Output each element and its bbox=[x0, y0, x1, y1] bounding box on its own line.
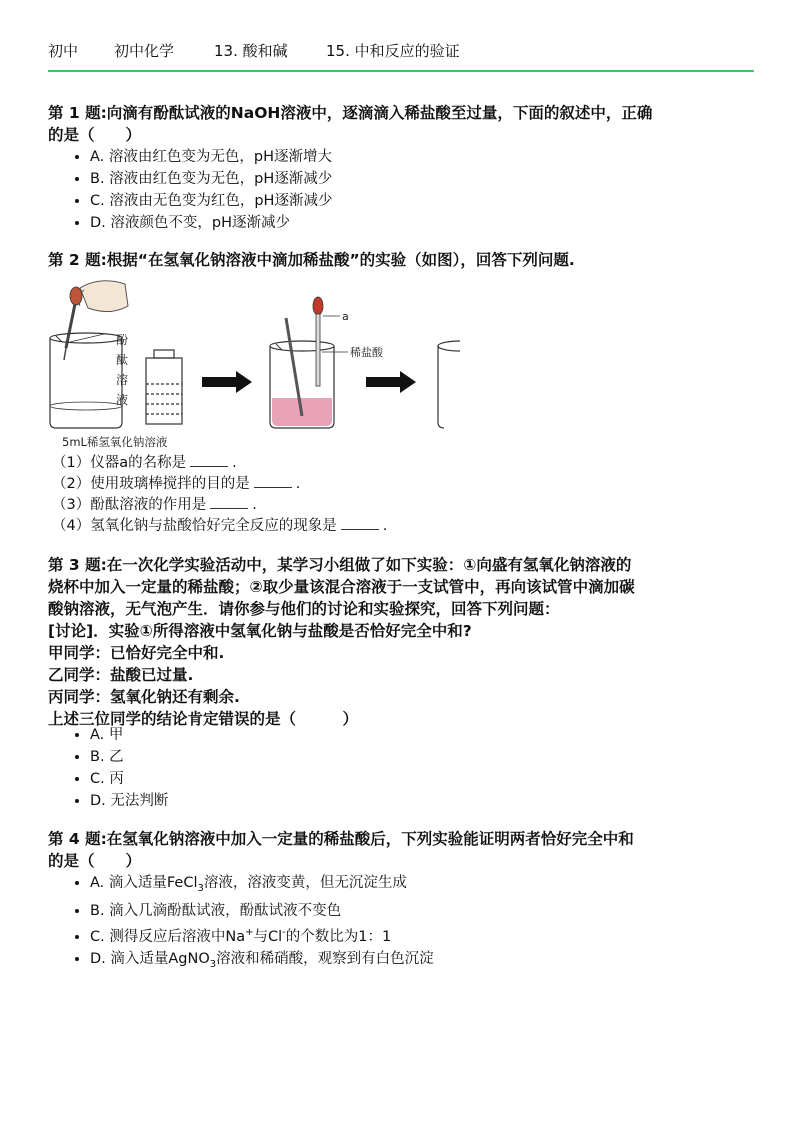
option-b[interactable]: • B. 溶液由红色变为无色，pH逐渐减少 bbox=[90, 168, 332, 190]
experiment-figure bbox=[40, 276, 460, 452]
option-text: 的个数比为1：1 bbox=[285, 928, 392, 945]
beaker-1 bbox=[50, 333, 122, 428]
subscript: 3 bbox=[197, 882, 204, 894]
option-a[interactable] bbox=[90, 872, 434, 900]
arrow-icon bbox=[366, 371, 416, 393]
breadcrumb-item[interactable]: 初中 bbox=[48, 42, 79, 60]
sub-question-1 bbox=[52, 452, 237, 474]
question-3-body bbox=[48, 554, 754, 730]
question-label: 第 3 题: bbox=[48, 556, 107, 574]
label-phenolphthalein: 酚 bbox=[116, 333, 129, 347]
arrow-icon bbox=[202, 371, 252, 393]
option-c[interactable] bbox=[90, 922, 434, 948]
question-text: 的是（ ） bbox=[48, 852, 142, 870]
label-hydrochloric-acid: 稀盐酸 bbox=[350, 346, 383, 359]
question-text: 酸钠溶液，无气泡产生．请你参与他们的讨论和实验探究，回答下列问题： bbox=[48, 600, 560, 618]
breadcrumb-item[interactable]: 初中化学 bbox=[114, 42, 175, 60]
sub-question-2 bbox=[52, 473, 300, 495]
question-label: 第 2 题: bbox=[48, 251, 107, 269]
question-text: 在氢氧化钠溶液中加入一定量的稀盐酸后，下列实验能证明两者恰好完全中和 bbox=[106, 830, 634, 848]
question-text: 向滴有酚酞试液的NaOH溶液中，逐滴滴入稀盐酸至过量，下面的叙述中，正确 bbox=[106, 104, 653, 122]
beaker-2 bbox=[270, 297, 348, 428]
end-mark: . bbox=[232, 455, 237, 471]
option-text: A. 滴入适量FeCl bbox=[90, 875, 198, 891]
question-2-title bbox=[48, 249, 754, 271]
answer-blank[interactable] bbox=[254, 473, 292, 488]
question-3-options bbox=[62, 724, 168, 812]
reagent-bottle bbox=[146, 350, 182, 424]
question-text: [讨论]．实验①所得溶液中氢氧化钠与盐酸是否恰好完全中和? bbox=[48, 622, 472, 640]
label-phenolphthalein: 液 bbox=[116, 393, 129, 407]
question-label: 第 4 题: bbox=[48, 830, 107, 848]
sub-question-text: （2）使用玻璃棒搅拌的目的是 bbox=[52, 476, 250, 492]
question-text: 丙同学：氢氧化钠还有剩余. bbox=[48, 688, 240, 706]
end-mark: . bbox=[382, 518, 388, 534]
subscript: 3 bbox=[209, 958, 217, 970]
header-divider bbox=[48, 70, 754, 72]
option-c[interactable]: • C. 溶液由无色变为红色，pH逐渐减少 bbox=[90, 190, 332, 212]
answer-blank[interactable] bbox=[210, 494, 248, 509]
question-text: 上述三位同学的结论肯定错误的是（ ） bbox=[48, 710, 359, 728]
superscript: - bbox=[282, 926, 286, 938]
label-phenolphthalein: 溶 bbox=[116, 373, 129, 387]
option-a[interactable]: • A. 溶液由红色变为无色，pH逐渐增大 bbox=[90, 146, 332, 168]
option-text: 溶液和稀硝酸，观察到有白色沉淀 bbox=[216, 950, 434, 967]
answer-blank[interactable] bbox=[341, 515, 379, 530]
superscript: + bbox=[245, 926, 254, 938]
question-text: 甲同学：已恰好完全中和. bbox=[48, 644, 225, 662]
hand-dropper-illustration bbox=[64, 281, 128, 360]
option-d[interactable]: • D. 溶液颜色不变，pH逐渐减少 bbox=[90, 212, 332, 234]
sub-question-text: （4）氢氧化钠与盐酸恰好完全反应的现象是 bbox=[52, 518, 337, 534]
end-mark: . bbox=[252, 497, 257, 513]
option-d[interactable]: • D. 无法判断 bbox=[90, 790, 168, 812]
label-a: a bbox=[342, 310, 349, 323]
answer-blank[interactable] bbox=[190, 452, 228, 467]
label-phenolphthalein: 酞 bbox=[116, 353, 129, 367]
sub-question-3 bbox=[52, 494, 257, 516]
question-text: 乙同学：盐酸已过量. bbox=[48, 666, 194, 684]
breadcrumb bbox=[48, 40, 754, 61]
end-mark: . bbox=[295, 476, 301, 492]
breadcrumb-item[interactable]: 15. 中和反应的验证 bbox=[326, 42, 460, 60]
breadcrumb-item[interactable]: 13. 酸和碱 bbox=[214, 42, 288, 60]
label-naoh-solution: 5mL稀氢氧化钠溶液 bbox=[62, 435, 168, 449]
question-label: 第 1 题: bbox=[48, 104, 107, 122]
option-a[interactable]: • A. 甲 bbox=[90, 724, 168, 746]
question-text: 根据“在氢氧化钠溶液中滴加稀盐酸”的实验（如图），回答下列问题. bbox=[106, 251, 575, 269]
dropper-bulb bbox=[313, 297, 323, 315]
question-4-title bbox=[48, 828, 754, 872]
option-text: 与Cl bbox=[253, 928, 283, 945]
sub-question-4 bbox=[52, 515, 387, 537]
option-text: C. 测得反应后溶液中Na bbox=[90, 928, 246, 945]
question-text: 烧杯中加入一定量的稀盐酸；②取少量该混合溶液于一支试管中，再向该试管中滴加碳 bbox=[48, 578, 635, 596]
option-text: D. 滴入适量AgNO bbox=[90, 950, 210, 967]
beaker-3 bbox=[438, 341, 460, 428]
question-4-options bbox=[62, 872, 434, 976]
option-b[interactable]: • B. 乙 bbox=[90, 746, 168, 768]
option-b[interactable]: • B. 滴入几滴酚酞试液，酚酞试液不变色 bbox=[90, 900, 434, 922]
question-1-title bbox=[48, 102, 754, 146]
question-text: 的是（ ） bbox=[48, 126, 142, 144]
sub-question-text: （3）酚酞溶液的作用是 bbox=[52, 497, 207, 513]
option-d[interactable] bbox=[90, 948, 434, 976]
option-c[interactable]: • C. 丙 bbox=[90, 768, 168, 790]
question-text: 在一次化学实验活动中，某学习小组做了如下实验：①向盛有氢氧化钠溶液的 bbox=[106, 556, 632, 574]
option-text: 溶液，溶液变黄，但无沉淀生成 bbox=[203, 875, 407, 891]
sub-question-text: （1）仪器a的名称是 bbox=[52, 455, 187, 471]
dropper-tube bbox=[316, 314, 320, 386]
question-1-options bbox=[62, 146, 332, 234]
